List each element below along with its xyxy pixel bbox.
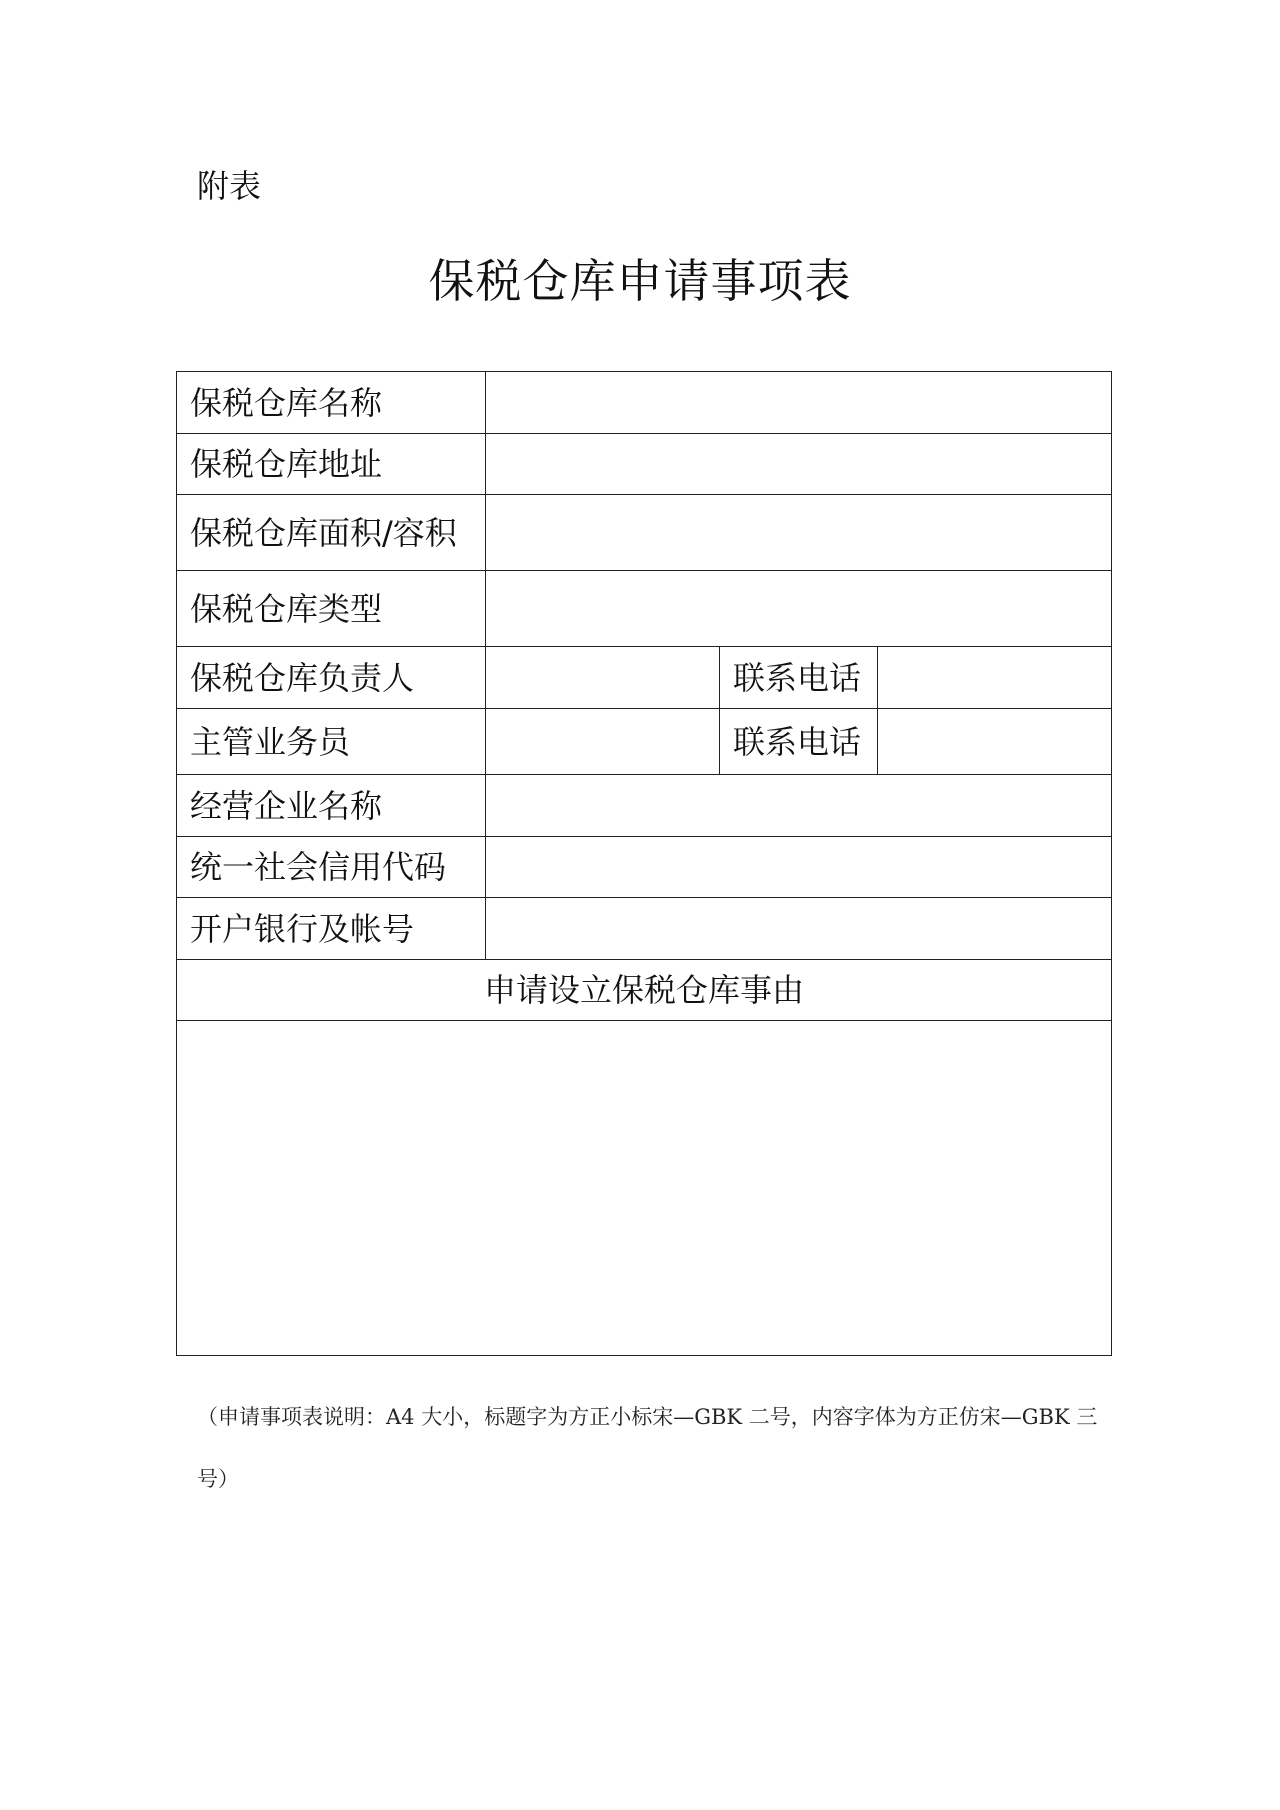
warehouse-type-field[interactable] xyxy=(486,571,1112,647)
credit-code-field[interactable] xyxy=(486,837,1112,898)
form-note: （申请事项表说明：A4 大小，标题字为方正小标宋—GBK 二号，内容字体为方正仿宋—GBK 三号） xyxy=(197,1405,1098,1491)
table-row xyxy=(177,898,1112,960)
staff-field[interactable] xyxy=(486,709,720,775)
reason-field[interactable] xyxy=(177,1021,1112,1356)
table-row xyxy=(177,837,1112,898)
staff-phone-label: 联系电话 xyxy=(720,709,878,775)
warehouse-area-field[interactable] xyxy=(486,495,1112,571)
table-row xyxy=(177,434,1112,495)
staff-phone-field[interactable] xyxy=(878,709,1112,775)
table-row xyxy=(177,709,1112,775)
reason-header: 申请设立保税仓库事由 xyxy=(177,960,1112,1021)
credit-code-label: 统一社会信用代码 xyxy=(177,837,486,898)
bank-account-field[interactable] xyxy=(486,898,1112,960)
bank-account-label: 开户银行及帐号 xyxy=(177,898,486,960)
table-row xyxy=(177,647,1112,709)
table-row xyxy=(177,1021,1112,1356)
table-row xyxy=(177,495,1112,571)
page-title: 保税仓库申请事项表 xyxy=(428,254,852,308)
company-name-label: 经营企业名称 xyxy=(177,775,486,837)
warehouse-address-label: 保税仓库地址 xyxy=(177,434,486,495)
application-form-table xyxy=(176,371,1112,1356)
attachment-label: 附表 xyxy=(197,167,262,205)
table-row xyxy=(177,571,1112,647)
warehouse-name-field[interactable] xyxy=(486,372,1112,434)
warehouse-name-label: 保税仓库名称 xyxy=(177,372,486,434)
manager-phone-field[interactable] xyxy=(878,647,1112,709)
warehouse-manager-label: 保税仓库负责人 xyxy=(177,647,486,709)
table-row xyxy=(177,960,1112,1021)
table-row xyxy=(177,775,1112,837)
company-name-field[interactable] xyxy=(486,775,1112,837)
table-row xyxy=(177,372,1112,434)
warehouse-area-label: 保税仓库面积/容积 xyxy=(177,495,486,571)
manager-phone-label: 联系电话 xyxy=(720,647,878,709)
warehouse-manager-field[interactable] xyxy=(486,647,720,709)
staff-label: 主管业务员 xyxy=(177,709,486,775)
warehouse-type-label: 保税仓库类型 xyxy=(177,571,486,647)
warehouse-address-field[interactable] xyxy=(486,434,1112,495)
